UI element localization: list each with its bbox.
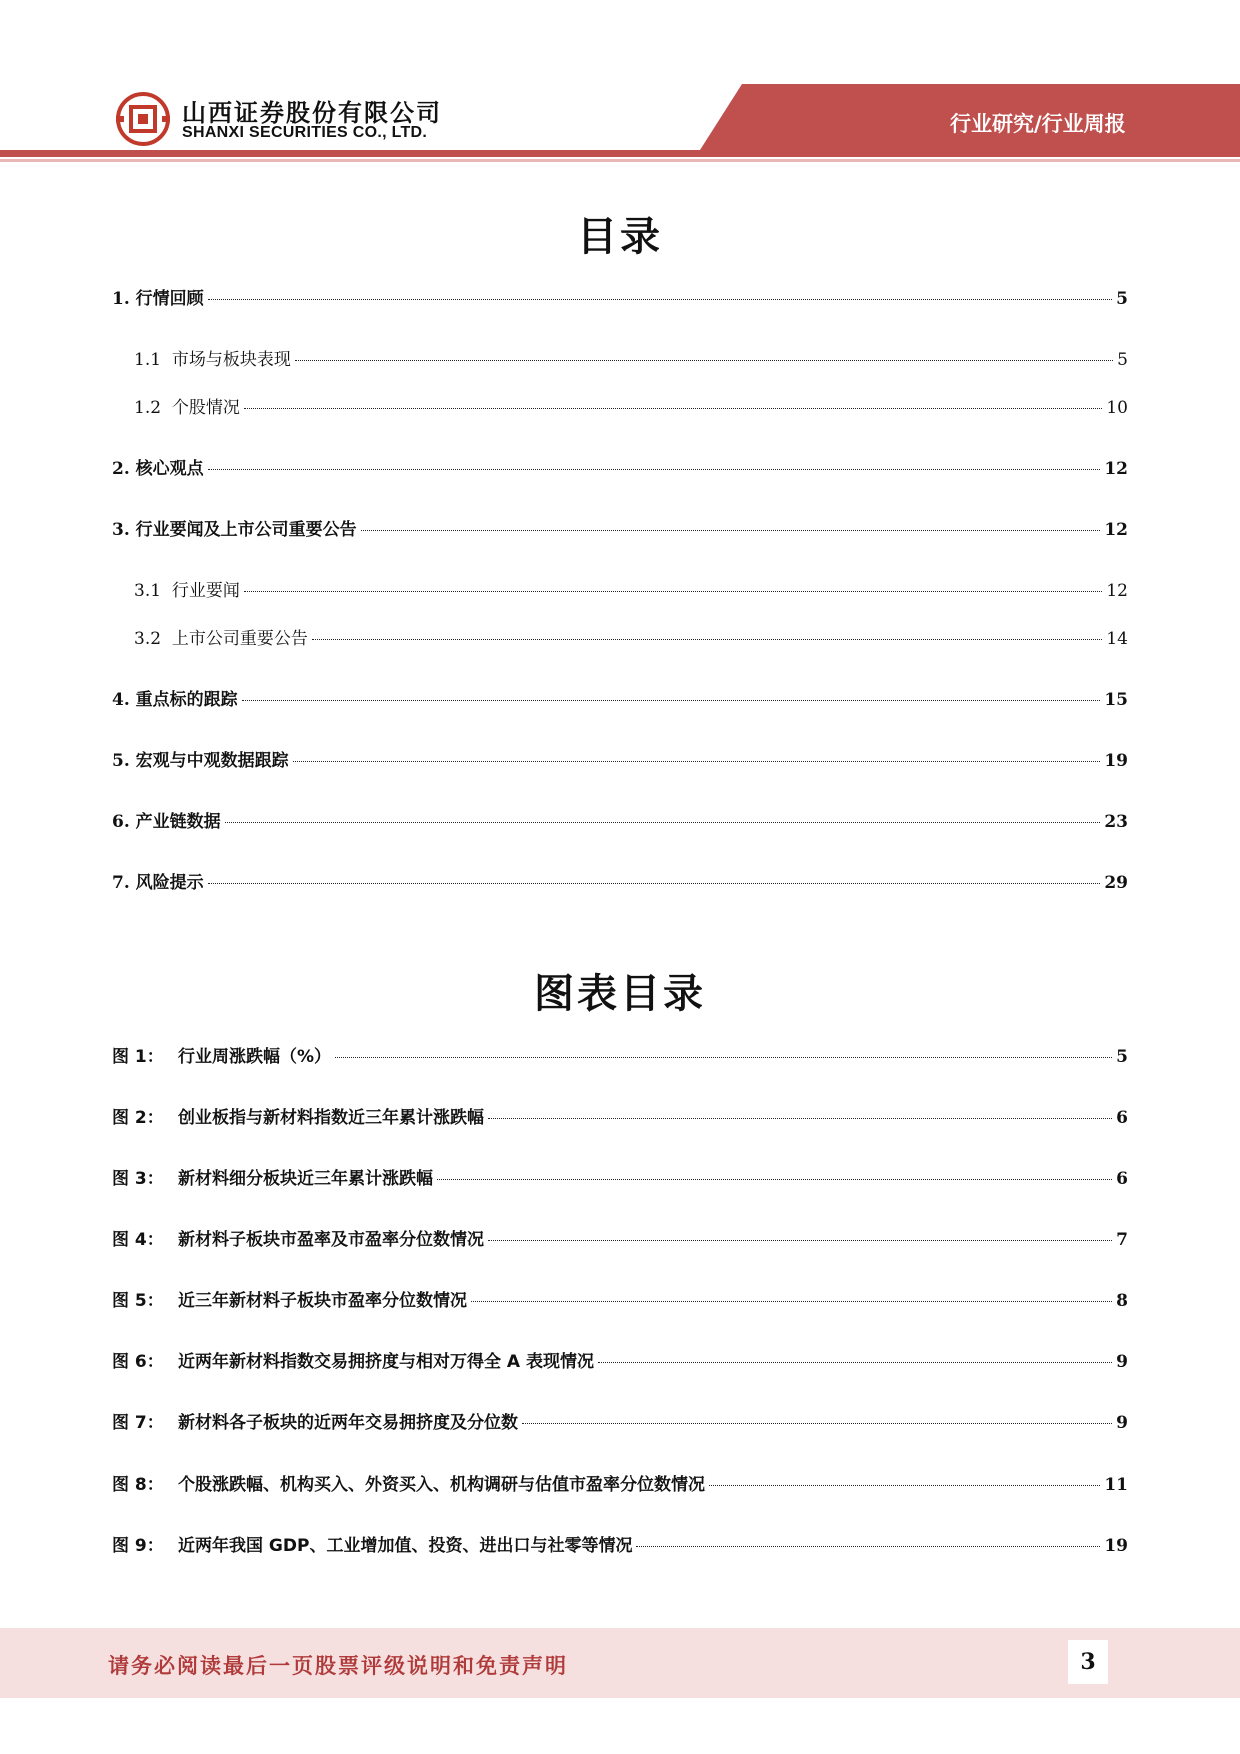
leader-dots	[709, 1485, 1100, 1486]
figure-item-label: 图 7：	[112, 1413, 164, 1433]
figure-item-label: 图 6：	[112, 1352, 164, 1372]
page-header	[0, 0, 1240, 170]
leader-dots	[335, 1057, 1112, 1058]
leader-dots	[208, 469, 1101, 470]
figure-item-page: 6	[1116, 1169, 1128, 1189]
company-name-en: SHANXI SECURITIES CO., LTD.	[182, 124, 428, 141]
leader-dots	[244, 591, 1103, 592]
report-type: 行业研究/行业周报	[950, 112, 1126, 136]
toc-item-page: 15	[1104, 690, 1128, 710]
figure-item[interactable]	[112, 1229, 1128, 1251]
toc-item-number: 6.	[112, 812, 130, 832]
figure-item[interactable]	[112, 1168, 1128, 1190]
toc-title: 目录	[577, 214, 663, 260]
page-footer	[0, 1628, 1240, 1698]
figure-item-label: 图 5：	[112, 1291, 164, 1311]
toc-item-text: 个股情况	[171, 398, 240, 418]
figure-item-label: 图 2：	[112, 1108, 164, 1128]
figure-item-text: 近三年新材料子板块市盈率分位数情况	[178, 1291, 467, 1311]
leader-dots	[208, 883, 1101, 884]
toc-item-page: 12	[1106, 581, 1128, 601]
toc-item[interactable]	[134, 349, 1128, 371]
figure-item-page: 19	[1104, 1536, 1128, 1556]
leader-dots	[598, 1362, 1112, 1363]
figure-item[interactable]	[112, 1535, 1128, 1557]
toc-item-number: 3.1	[134, 581, 162, 601]
toc-item-page: 19	[1104, 751, 1128, 771]
toc-item-text: 宏观与中观数据跟踪	[135, 751, 289, 771]
figure-item[interactable]	[112, 1290, 1128, 1312]
figure-item-text: 近两年我国 GDP、工业增加值、投资、进出口与社零等情况	[178, 1536, 633, 1556]
leader-dots	[242, 700, 1101, 701]
figure-item-text: 行业周涨跌幅（%）	[178, 1047, 332, 1067]
leader-dots	[225, 822, 1101, 823]
toc-item-page: 14	[1106, 629, 1128, 649]
figure-item-text: 新材料细分板块近三年累计涨跌幅	[178, 1169, 433, 1189]
figure-item-text: 个股涨跌幅、机构买入、外资买入、机构调研与估值市盈率分位数情况	[178, 1475, 705, 1495]
disclaimer-notice: 请务必阅读最后一页股票评级说明和免责声明	[108, 1654, 568, 1678]
toc-item-page: 12	[1104, 459, 1128, 479]
toc-item-number: 1.	[112, 289, 130, 309]
toc-item-text: 行业要闻及上市公司重要公告	[135, 520, 357, 540]
figure-item-page: 5	[1116, 1047, 1128, 1067]
toc-item-page: 29	[1104, 873, 1128, 893]
toc-item-text: 上市公司重要公告	[171, 629, 308, 649]
leader-dots	[244, 408, 1103, 409]
figure-item-label: 图 8：	[112, 1475, 164, 1495]
toc-item-number: 3.	[112, 520, 130, 540]
toc-item-number: 2.	[112, 459, 130, 479]
toc-item[interactable]	[112, 519, 1128, 541]
figure-item-label: 图 1：	[112, 1047, 164, 1067]
leader-dots	[361, 530, 1101, 531]
header-banner	[0, 0, 1240, 170]
figure-item[interactable]	[112, 1107, 1128, 1129]
toc-item[interactable]	[112, 872, 1128, 894]
toc-item-number: 1.1	[134, 350, 162, 370]
toc-item-page: 10	[1106, 398, 1128, 418]
toc-item-number: 3.2	[134, 629, 162, 649]
figure-item-label: 图 9：	[112, 1536, 164, 1556]
toc-item-text: 重点标的跟踪	[135, 690, 238, 710]
toc-item[interactable]	[112, 750, 1128, 772]
page-number: 3	[1068, 1640, 1108, 1684]
figure-item-page: 11	[1104, 1475, 1128, 1495]
figure-item-label: 图 4：	[112, 1230, 164, 1250]
leader-dots	[488, 1240, 1112, 1241]
figure-item[interactable]	[112, 1412, 1128, 1434]
figure-item-text: 创业板指与新材料指数近三年累计涨跌幅	[178, 1108, 484, 1128]
figure-item-page: 6	[1116, 1108, 1128, 1128]
toc-item-text: 风险提示	[135, 873, 204, 893]
figure-item-text: 近两年新材料指数交易拥挤度与相对万得全 A 表现情况	[178, 1352, 594, 1372]
toc-item-number: 5.	[112, 751, 130, 771]
figure-list-title: 图表目录	[534, 971, 706, 1017]
toc-item-page: 12	[1104, 520, 1128, 540]
toc-item-number: 7.	[112, 873, 130, 893]
toc-item-number: 1.2	[134, 398, 162, 418]
leader-dots	[522, 1423, 1112, 1424]
leader-dots	[636, 1546, 1100, 1547]
leader-dots	[295, 360, 1113, 361]
figure-item-label: 图 3：	[112, 1169, 164, 1189]
company-logo-icon	[116, 92, 170, 146]
figure-item-page: 9	[1116, 1413, 1128, 1433]
toc-item-text: 市场与板块表现	[171, 350, 291, 370]
toc-item-page: 23	[1104, 812, 1128, 832]
leader-dots	[312, 639, 1103, 640]
toc-item[interactable]	[134, 628, 1128, 650]
figure-item-text: 新材料各子板块的近两年交易拥挤度及分位数	[178, 1413, 518, 1433]
toc-item[interactable]	[112, 689, 1128, 711]
leader-dots	[488, 1118, 1112, 1119]
figure-item[interactable]	[112, 1474, 1128, 1496]
toc-item-text: 核心观点	[135, 459, 204, 479]
figure-item-page: 9	[1116, 1352, 1128, 1372]
toc-item-text: 行情回顾	[135, 289, 204, 309]
figure-item[interactable]	[112, 1046, 1128, 1068]
leader-dots	[471, 1301, 1112, 1302]
toc-item[interactable]	[134, 397, 1128, 419]
figure-item[interactable]	[112, 1351, 1128, 1373]
company-name-cn: 山西证券股份有限公司	[182, 99, 442, 127]
toc-item[interactable]	[112, 458, 1128, 480]
toc-item[interactable]	[134, 580, 1128, 602]
figure-item-text: 新材料子板块市盈率及市盈率分位数情况	[178, 1230, 484, 1250]
toc-item-text: 产业链数据	[135, 812, 221, 832]
toc-item-text: 行业要闻	[171, 581, 240, 601]
toc-item[interactable]	[112, 288, 1128, 310]
leader-dots	[437, 1179, 1112, 1180]
toc-item-page: 5	[1117, 350, 1128, 370]
leader-dots	[293, 761, 1101, 762]
toc-item-page: 5	[1116, 289, 1128, 309]
toc-item[interactable]	[112, 811, 1128, 833]
figure-item-page: 8	[1116, 1291, 1128, 1311]
toc-item-number: 4.	[112, 690, 130, 710]
figure-item-page: 7	[1116, 1230, 1128, 1250]
leader-dots	[208, 299, 1112, 300]
